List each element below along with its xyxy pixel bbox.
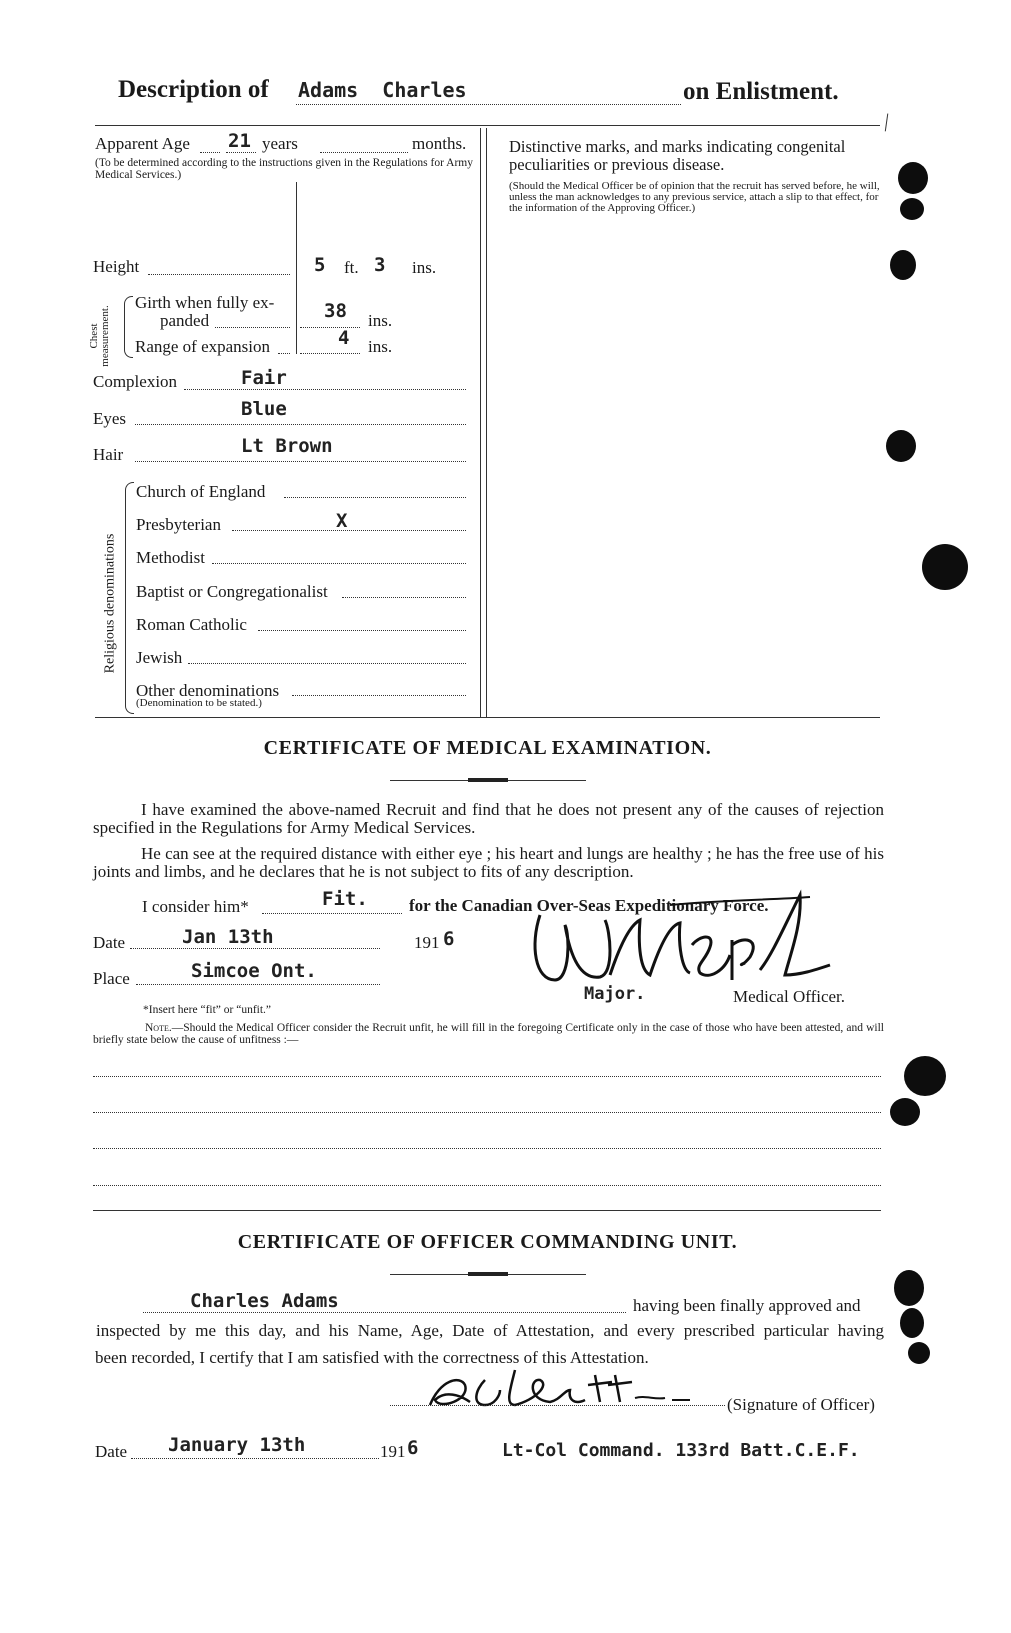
age-value: 21 xyxy=(228,130,251,152)
medical-paragraph-1: I have examined the above-named Recruit and find that he does not present any of the causes of rejection specified in the Regulations for Army Medical Services. xyxy=(93,800,884,837)
height-ins-label: ins. xyxy=(412,258,437,277)
hair-label: Hair xyxy=(93,445,124,464)
medical-note xyxy=(93,1022,884,1046)
medical-officer-label: Medical Officer. xyxy=(733,987,846,1006)
consider-prefix: I consider him* xyxy=(142,897,249,916)
unfitness-line-2 xyxy=(93,1112,881,1113)
age-instruction-note: (To be determined according to the instructions given in the Regulations for Army Medical Services.) xyxy=(95,157,473,181)
recruit-name: Adams Charles xyxy=(298,78,467,102)
ink-blot xyxy=(890,250,916,280)
insert-note: *Insert here “fit” or “unfit.” xyxy=(143,1004,272,1016)
eyes-value: Blue xyxy=(241,398,287,420)
eyes-label: Eyes xyxy=(93,409,127,428)
commanding-year-prefix: 191 xyxy=(380,1442,406,1461)
commanding-date-label: Date xyxy=(95,1442,128,1461)
medical-officer-rank: Major. xyxy=(584,984,646,1004)
ink-blot xyxy=(904,1056,946,1096)
medical-year-prefix: 191 xyxy=(414,933,440,952)
religion-other-note: (Denomination to be stated.) xyxy=(136,697,262,709)
range-ins-label: ins. xyxy=(368,337,393,356)
religion-methodist: Methodist xyxy=(136,548,205,567)
unfitness-line-1 xyxy=(93,1076,881,1077)
medical-paragraph-2: He can see at the required distance with either eye ; his heart and lungs are healthy ; he has the free use of his joints and limbs, and he declares that he is not subject to fits of any description. xyxy=(93,844,884,881)
signature-of-officer-label: (Signature of Officer) xyxy=(727,1395,875,1414)
commanding-year-digit: 6 xyxy=(407,1437,419,1459)
medical-note-label: Note. xyxy=(145,1022,172,1034)
commanding-line1-suffix: having been finally approved and xyxy=(633,1296,861,1315)
commanding-line2: inspected by me this day, and his Name, Age, Date of Attestation, and every prescribed particular having xyxy=(96,1321,884,1340)
medical-date-value: Jan 13th xyxy=(182,926,274,948)
medical-date-label: Date xyxy=(93,933,126,952)
height-inches-value: 3 xyxy=(374,254,386,276)
range-value: 4 xyxy=(338,327,350,349)
commanding-officer-title: Lt-Col Command. 133rd Batt.C.E.F. xyxy=(502,1440,860,1461)
age-label: Apparent Age xyxy=(95,134,190,153)
distinctive-marks-title: Distinctive marks, and marks indicating congenital peculiarities or previous disease. xyxy=(509,137,846,174)
medical-certificate-heading: CERTIFICATE OF MEDICAL EXAMINATION. xyxy=(263,737,712,759)
hair-value: Lt Brown xyxy=(241,435,333,457)
medical-note-text: —Should the Medical Officer consider the Recruit unfit, he will fill in the foregoing Certificate only in the case of those who have been attested, and will briefly state below the cause of unfitness :— xyxy=(93,1022,884,1046)
girth-label-line1: Girth when fully ex- xyxy=(135,293,275,312)
range-label: Range of expansion xyxy=(135,337,271,356)
ink-blot xyxy=(908,1342,930,1364)
religion-jewish: Jewish xyxy=(136,648,183,667)
height-ft-label: ft. xyxy=(344,258,359,277)
commanding-officer-signature xyxy=(400,1360,730,1420)
header-suffix: on Enlistment. xyxy=(683,78,839,105)
medical-year-digit: 6 xyxy=(443,928,455,950)
religion-presbyterian: Presbyterian xyxy=(136,515,221,534)
ink-blot xyxy=(894,1270,924,1306)
medical-place-label: Place xyxy=(93,969,130,988)
ink-blot xyxy=(922,544,968,590)
ink-blot xyxy=(900,198,924,220)
religion-list xyxy=(136,482,476,714)
height-label: Height xyxy=(93,257,140,276)
religion-roman-catholic: Roman Catholic xyxy=(136,615,247,634)
religion-church-of-england: Church of England xyxy=(136,482,266,501)
consider-suffix: for the Canadian Over-Seas Expeditionary Force. xyxy=(409,896,769,915)
complexion-value: Fair xyxy=(241,367,287,389)
medical-officer-signature xyxy=(510,885,840,995)
fitness-value: Fit. xyxy=(322,888,368,910)
girth-label-line2: panded xyxy=(160,311,210,330)
distinctive-marks-note: (Should the Medical Officer be of opinion that the recruit has served before, he will, unless the man acknowledges to any previous service, attach a slip to that effect, for the information of the Approving Officer.) xyxy=(509,180,880,214)
medical-place-value: Simcoe Ont. xyxy=(191,960,317,982)
header-prefix: Description of xyxy=(118,76,269,103)
height-feet-value: 5 xyxy=(314,254,326,276)
girth-value: 38 xyxy=(324,300,347,322)
religion-baptist: Baptist or Congregationalist xyxy=(136,582,328,601)
ink-blot xyxy=(900,1308,924,1338)
months-label: months. xyxy=(412,134,467,153)
religion-other: Other denominations xyxy=(136,681,280,700)
religion-side-label: Religious denominations xyxy=(102,533,118,674)
ink-blot xyxy=(890,1098,920,1126)
unfitness-line-4 xyxy=(93,1185,881,1186)
commanding-recruit-name: Charles Adams xyxy=(190,1290,339,1312)
ink-blot xyxy=(898,162,928,194)
years-label: years xyxy=(262,134,298,153)
ink-blot xyxy=(886,430,916,462)
commanding-certificate-heading: CERTIFICATE OF OFFICER COMMANDING UNIT. xyxy=(237,1231,738,1253)
complexion-label: Complexion xyxy=(93,372,178,391)
unfitness-line-3 xyxy=(93,1148,881,1149)
commanding-date-value: January 13th xyxy=(168,1434,306,1456)
commanding-line3: been recorded, I certify that I am satisfied with the correctness of this Attestation. xyxy=(95,1348,649,1367)
form-header xyxy=(118,74,898,110)
presbyterian-mark: X xyxy=(336,510,348,532)
girth-ins-label: ins. xyxy=(368,311,393,330)
chest-side-label: Chest measurement. xyxy=(88,305,111,367)
page-tick-mark xyxy=(885,113,896,132)
